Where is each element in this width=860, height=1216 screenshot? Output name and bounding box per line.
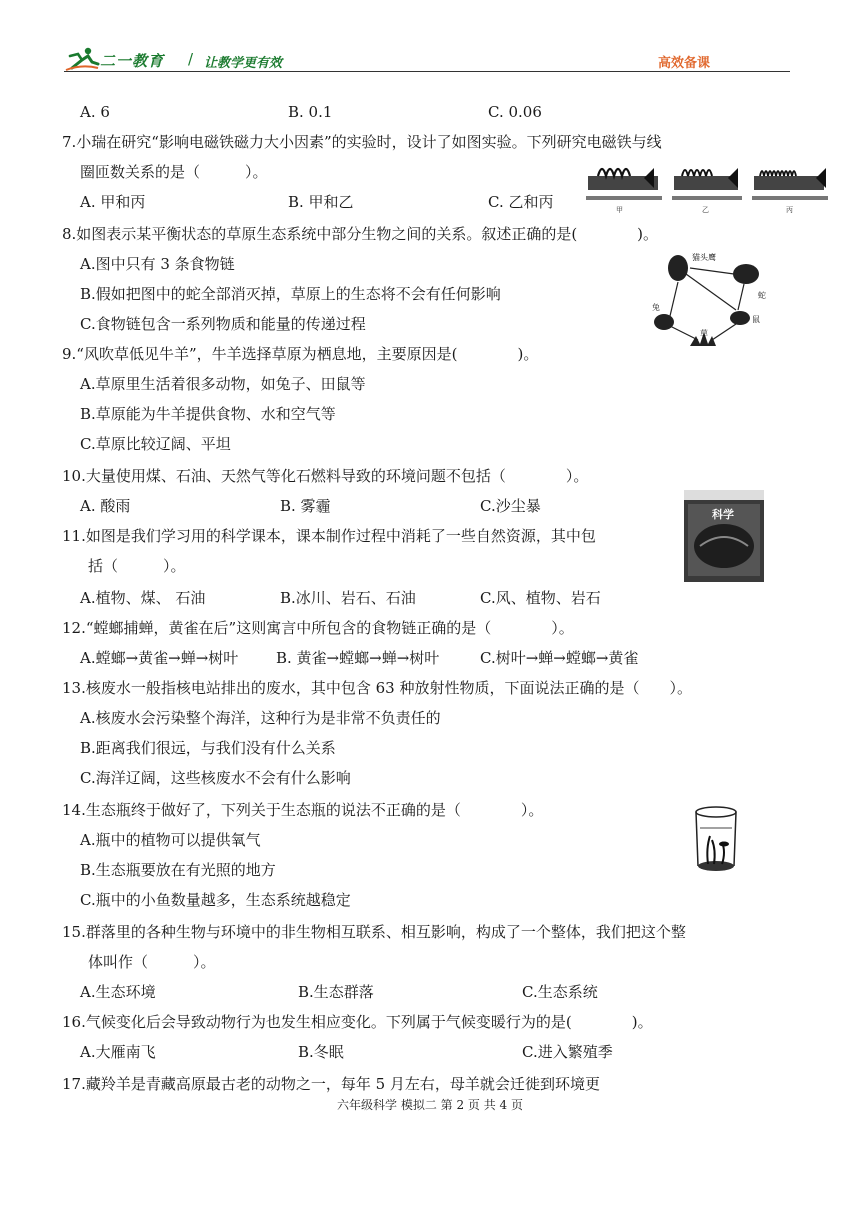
q10-option-a: A. 酸雨	[80, 497, 131, 515]
q16-option-b: B.冬眠	[298, 1043, 344, 1061]
q11-option-c: C.风、植物、岩石	[480, 589, 601, 607]
q14-option-a: A.瓶中的植物可以提供氧气	[80, 831, 261, 849]
q13-stem: 13.核废水一般指核电站排出的废水，其中包含 63 种放射性物质，下面说法正确的是（ ）。	[62, 679, 692, 697]
food-web-figure	[640, 246, 780, 364]
q9-stem: 9.“风吹草低见牛羊”，牛羊选择草原为栖息地，主要原因是( )。	[62, 345, 539, 363]
q6-option-b: B. 0.1	[288, 103, 333, 121]
q12-option-c: C.树叶→蝉→螳螂→黄雀	[480, 649, 639, 667]
page-header	[64, 44, 790, 74]
q15-option-c: C.生态系统	[522, 983, 598, 1001]
q16-stem: 16.气候变化后会导致动物行为也发生相应变化。下列属于气候变暖行为的是( )。	[62, 1013, 653, 1031]
electromagnet-bing	[752, 168, 828, 214]
q7-option-c: C. 乙和丙	[488, 193, 554, 211]
food-web-label-snake: 蛇	[758, 291, 766, 300]
q13-option-a: A.核废水会污染整个海洋，这种行为是非常不负责任的	[80, 709, 441, 727]
q15-option-a: A.生态环境	[80, 983, 156, 1001]
q16-option-c: C.进入繁殖季	[522, 1043, 613, 1061]
svg-text:甲: 甲	[616, 206, 623, 214]
q15-option-b: B.生态群落	[298, 983, 374, 1001]
header-rule	[64, 71, 790, 72]
q15-stem-line2: 体叫作（ ）。	[88, 953, 216, 971]
mouse-icon	[730, 311, 750, 325]
electromagnet-yi	[672, 168, 742, 214]
food-web-label-rabbit: 兔	[652, 303, 660, 312]
q11-stem-line2: 括（ ）。	[88, 557, 186, 575]
q7-option-a: A. 甲和丙	[80, 193, 146, 211]
electromagnet-jia	[586, 168, 662, 214]
rabbit-icon	[654, 314, 674, 330]
q12-option-b: B. 黄雀→螳螂→蝉→树叶	[276, 649, 440, 667]
header-tag: 高效备课	[657, 56, 710, 71]
q13-option-b: B.距离我们很远，与我们没有什么关系	[80, 739, 336, 757]
food-web-label-mouse: 鼠	[752, 315, 760, 324]
electromagnet-figure	[584, 158, 832, 216]
q15-stem-line1: 15.群落里的各种生物与环境中的非生物相互联系、相互影响，构成了一个整体，我们把这个整	[62, 923, 686, 941]
q6-option-c: C. 0.06	[488, 103, 542, 121]
food-web-label-grass: 草	[700, 329, 708, 338]
q7-option-b: B. 甲和乙	[288, 193, 354, 211]
page-footer: 六年级科学 模拟二 第 2 页 共 4 页	[337, 1098, 523, 1112]
snake-icon	[733, 264, 759, 284]
owl-icon	[668, 255, 688, 281]
q10-stem: 10.大量使用煤、石油、天然气等化石燃料导致的环境问题不包括（ ）。	[62, 467, 589, 485]
q14-option-b: B.生态瓶要放在有光照的地方	[80, 861, 276, 879]
q8-option-c: C.食物链包含一系列物质和能量的传递过程	[80, 315, 366, 333]
q9-option-a: A.草原里生活着很多动物，如兔子、田鼠等	[80, 375, 366, 393]
ecological-bottle-figure	[690, 804, 742, 874]
q11-option-b: B.冰川、岩石、石油	[280, 589, 416, 607]
q12-stem: 12.“螳螂捕蝉，黄雀在后”这则寓言中所包含的食物链正确的是（ ）。	[62, 619, 574, 637]
q10-option-c: C.沙尘暴	[480, 497, 541, 515]
brand-name: 二一教育	[100, 52, 165, 70]
svg-text:丙: 丙	[786, 206, 793, 214]
q13-option-c: C.海洋辽阔，这些核废水不会有什么影响	[80, 769, 351, 787]
q14-stem: 14.生态瓶终于做好了，下列关于生态瓶的说法不正确的是（ ）。	[62, 801, 544, 819]
q8-option-a: A.图中只有 3 条食物链	[80, 255, 235, 273]
svg-text:乙: 乙	[702, 206, 709, 214]
q6-option-a: A. 6	[80, 103, 110, 121]
q12-option-a: A.螳螂→黄雀→蝉→树叶	[80, 649, 239, 667]
q9-option-b: B.草原能为牛羊提供食物、水和空气等	[80, 405, 336, 423]
food-web-label-owl: 猫头鹰	[692, 253, 716, 262]
q7-stem-line2: 圈匝数关系的是（ ）。	[80, 163, 268, 181]
q8-stem: 8.如图表示某平衡状态的草原生态系统中部分生物之间的关系。叙述正确的是( )。	[62, 225, 659, 243]
q11-option-a: A.植物、煤、 石油	[80, 589, 206, 607]
q7-stem-line1: 7.小瑞在研究“影响电磁铁磁力大小因素”的实验时，设计了如图实验。下列研究电磁铁与线	[62, 133, 662, 151]
q11-stem-line1: 11.如图是我们学习用的科学课本，课本制作过程中消耗了一些自然资源，其中包	[62, 527, 596, 545]
brand-slogan: 让教学更有效	[204, 56, 283, 71]
runner-logo-icon	[64, 46, 100, 72]
textbook-cover-title: 科学	[712, 508, 734, 521]
header-divider: /	[188, 50, 194, 68]
science-textbook-figure	[682, 488, 766, 584]
q9-option-c: C.草原比较辽阔、平坦	[80, 435, 231, 453]
q10-option-b: B. 雾霾	[280, 497, 331, 515]
q8-option-b: B.假如把图中的蛇全部消灭掉，草原上的生态将不会有任何影响	[80, 285, 501, 303]
q16-option-a: A.大雁南飞	[80, 1043, 156, 1061]
q14-option-c: C.瓶中的小鱼数量越多，生态系统越稳定	[80, 891, 351, 909]
q17-stem: 17.藏羚羊是青藏高原最古老的动物之一，每年 5 月左右，母羊就会迁徙到环境更	[62, 1075, 600, 1093]
